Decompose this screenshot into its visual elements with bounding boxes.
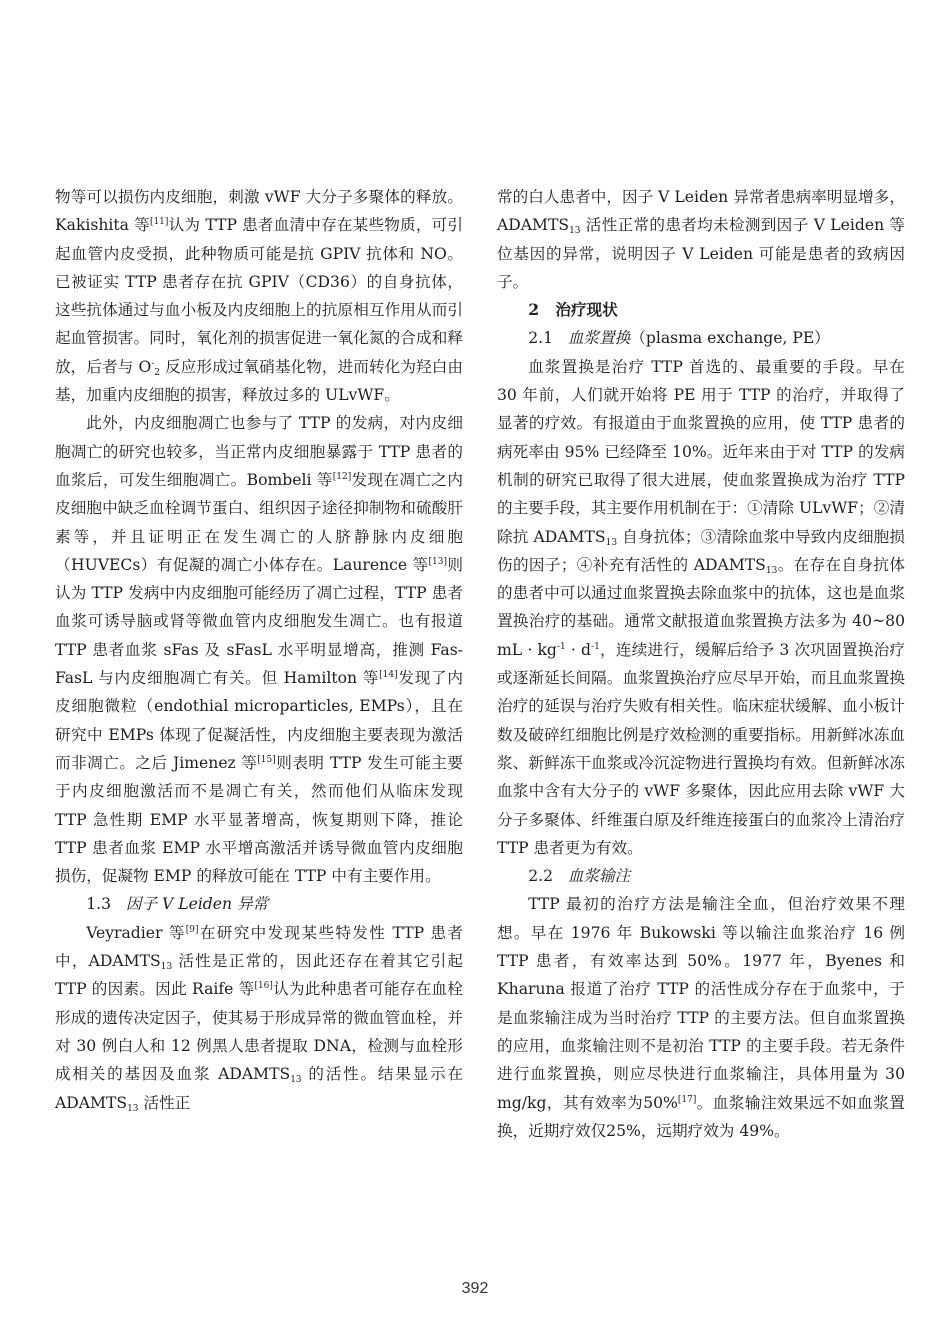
- paragraph: Veyradier 等[9]在研究中发现某些特发性 TTP 患者中，$ADAMTS_{13}$ 活性是正常的，因此还存在着其它引起 TTP 的因素。因此 Raife 等[16]认为此种患者可能存在血栓形成的遗传决定因子，使其易于形成异常的微血管血栓，并对 30 例白人和 12 例黑人患者提取 DNA，检测与血栓形成相关的基因及血浆 $ADAMTS_{13}$ 的活性。结果显示在 $ADAMTS_{13}$ 活性正: [55, 923, 463, 1114]
- section-heading-2: 2 治疗现状: [528, 300, 618, 320]
- citation[interactable]: [16]: [254, 981, 273, 992]
- left-column: [55, 183, 463, 1117]
- section-heading-2-1: 2.1 血浆置换（plasma exchange, PE）: [528, 329, 830, 348]
- paragraph: 血浆置换是治疗 TTP 首选的、最重要的手段。早在 30 年前，人们就开始将 PE 用于 TTP 的治疗，并取得了显著的疗效。有报道由于血浆置换的应用，使 TTP 患者的病死率由 95% 已经降至 10%。近年来由于对 TTP 的发病机制的研究已取得了很大进展，使血浆置换成为治疗 TTP 的主要手段，其主要作用机制在于：①清除 ULvWF；②清除抗 $ADAMTS_{13}$ 自身抗体；③清除血浆中导致内皮细胞损伤的因子；④补充有活性的 $ADAMTS_{13}$。在存在自身抗体的患者中可以通过血浆置换去除血浆中的抗体，这也是血浆置换治疗的基础。通常文献报道血浆置换方法多为 40~80 mL · $kg^{-1} \cdot d^{-1}$，连续进行，缓解后给予 3 次巩固置换治疗或逐渐延长间隔。血浆置换治疗应尽早开始，而且血浆置换治疗的延误与治疗失败有相关性。临床症状缓解、血小板计数及破碎红细胞比例是疗效检测的重要指标。用新鲜冰冻血浆、新鲜冻干血浆或冷沉淀物进行置换均有效。但新鲜冰冻血浆中含有大分子的 vWF 多聚体，因此应用去除 vWF 大分子多聚体、纤维蛋白原及纤维连接蛋白的血浆冷上清治疗 TTP 患者更为有效。: [497, 357, 905, 857]
- paragraph: 常的白人患者中，因子 V Leiden 异常者患病率明显增多，$ADAMTS_{13}$ 活性正常的患者均未检测到因子 V Leiden 等位基因的异常，说明因子 V Leiden 可能是患者的致病因子。: [497, 188, 905, 291]
- paragraph: 此外，内皮细胞凋亡也参与了 TTP 的发病，对内皮细胞凋亡的研究也较多，当正常内皮细胞暴露于 TTP 患者的血浆后，可发生细胞凋亡。Bombeli 等[12]发现在凋亡之内皮细胞中缺乏血栓调节蛋白、组织因子途径抑制物和硫酸肝素等，并且证明正在发生凋亡的人脐静脉内皮细胞（HUVECs）有促凝的凋亡小体存在。Laurence 等[13]则认为 TTP 发病中内皮细胞可能经历了凋亡过程，TTP 患者血浆可诱导脑或肾等微血管内皮细胞发生凋亡。也有报道 TTP 患者血浆 sFas 及 sFasL 水平明显增高，推测 Fas-FasL 与内皮细胞凋亡有关。但 Hamilton 等[14]发现了内皮细胞微粒（endothial microparticles, EMPs），且在研究中 EMPs 体现了促凝活性，内皮细胞主要表现为激活而非凋亡。之后 Jimenez 等[15]则表明 TTP 发生可能主要于内皮细胞激活而不是凋亡有关，然而他们从临床发现 TTP 急性期 EMP 水平显著增高，恢复期则下降，推论 TTP 患者血浆 EMP 水平增高激活并诱导微血管内皮细胞损伤，促凝物 EMP 的释放可能在 TTP 中有主要作用。: [55, 414, 463, 886]
- right-column: [497, 183, 905, 1145]
- paragraph: TTP 最初的治疗方法是输注全血，但治疗效果不理想。早在 1976 年 Bukowski 等以输注血浆治疗 16 例 TTP 患者，有效率达到 50%。1977 年，Byenes 和 Kharuna 报道了治疗 TTP 的活性成分存在于血浆中，于是血浆输注成为当时治疗 TTP 的主要方法。但自血浆置换的应用，血浆输注则不是初治 TTP 的主要手段。若无条件进行血浆置换，则应尽快进行血浆输注，具体用量为 30 mg/kg，其有效率为50%[17]。血浆输注效果远不如血浆置换，近期疗效仅25%，远期疗效为 49%。: [497, 895, 905, 1140]
- section-heading-2-2: 2.2 血浆输注: [528, 867, 631, 886]
- section-heading-1-3: 1.3 因子 V Leiden 异常: [86, 895, 269, 914]
- citation[interactable]: [12]: [332, 471, 352, 482]
- citation[interactable]: [14]: [379, 670, 398, 681]
- citation[interactable]: [9]: [185, 924, 199, 935]
- citation[interactable]: [11]: [149, 217, 169, 228]
- citation[interactable]: [17]: [677, 1094, 697, 1105]
- citation[interactable]: [13]: [428, 556, 447, 567]
- citation[interactable]: [15]: [257, 754, 276, 765]
- paragraph: 物等可以损伤内皮细胞，刺激 vWF 大分子多聚体的释放。Kakishita 等[11]认为 TTP 患者血清中存在某些物质，可引起血管内皮受损，此种物质可能是抗 GPIV 抗体和 NO。已被证实 TTP 患者存在抗 GPIV（CD36）的自身抗体，这些抗体通过与血小板及内皮细胞上的抗原相互作用从而引起血管损害。同时，氧化剂的损害促进一氧化氮的合成和释放，后者与 $O^-_2$ 反应形成过氧硝基化物，进而转化为羟白由基，加重内皮细胞的损害，释放过多的 ULvWF。: [55, 188, 464, 405]
- page-number: 392: [461, 1280, 489, 1297]
